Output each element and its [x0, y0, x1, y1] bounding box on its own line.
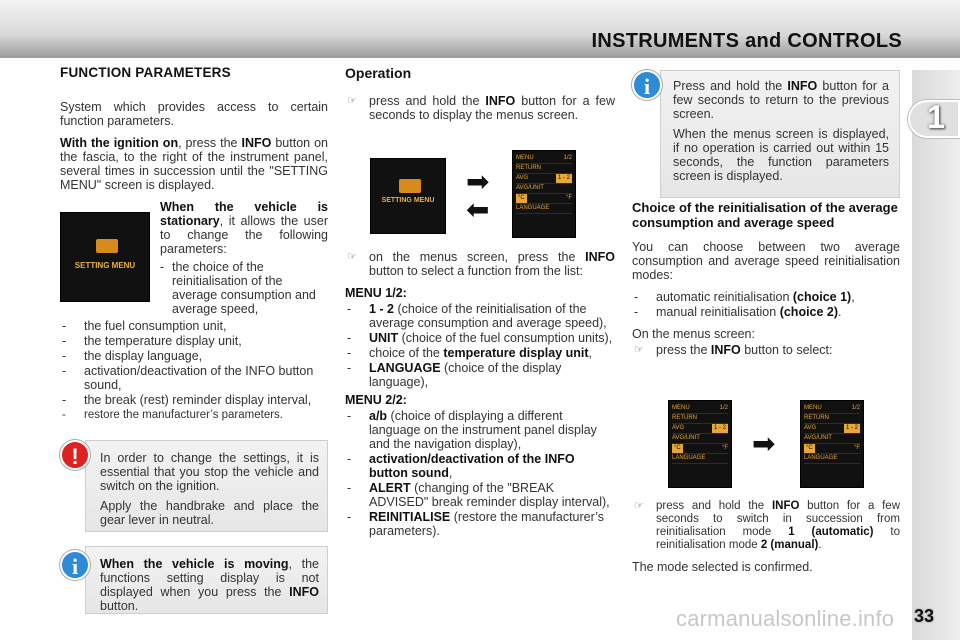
menu-row	[672, 414, 728, 424]
list-item	[632, 305, 900, 319]
toolbox-icon	[399, 179, 421, 193]
step-press-info	[632, 343, 900, 357]
menu-row-value: 1 - 2	[713, 425, 726, 431]
menu-row	[804, 454, 860, 464]
menu-row-value: °F	[721, 445, 728, 451]
list-item	[345, 346, 615, 360]
menu-key: 1 - 2	[369, 302, 395, 316]
menu-row	[516, 194, 572, 204]
moving-paragraph	[100, 557, 319, 613]
hand-pointer-icon: ☞	[347, 251, 357, 263]
confirmed-text: The mode selected is confirmed.	[632, 560, 813, 574]
ignition-text: button on the fascia, to the right of the instrument panel, several times in succession until the "SETTING MENU" screen is displayed.	[60, 136, 329, 192]
arrow-right-icon: ➡	[752, 428, 776, 459]
menu-row	[804, 414, 860, 424]
stationary-block	[60, 200, 328, 317]
menu-desc: ,	[448, 466, 453, 480]
mode-key: (choice 1)	[792, 290, 852, 304]
menu-screen-choice2-image	[800, 400, 864, 488]
menu1-label: MENU 1/2:	[345, 286, 407, 300]
menu-title: MENU	[672, 405, 690, 411]
intro-text: System which provides access to certain function parameters.	[60, 100, 328, 128]
list-item: - the break (rest) reminder display interval,	[60, 393, 328, 407]
menu-row-label: AVG	[804, 425, 817, 431]
step-text: button for a few seconds to display the menus screen.	[369, 94, 616, 122]
setting-menu-screen-image	[370, 158, 446, 234]
menu-row	[804, 424, 860, 434]
mode-end: ,	[851, 290, 855, 304]
menu-key: LANGUAGE	[369, 361, 441, 375]
list-item	[632, 290, 900, 304]
mode-key: 2 (manual)	[760, 539, 819, 551]
moving-text: , the functions setting display is not displayed when you press the	[100, 557, 319, 599]
menu-desc: (choice of displaying a different language on the instrument panel display and the navigation display),	[369, 409, 597, 451]
stationary-paragraph	[160, 200, 328, 256]
info-box-moving	[85, 546, 328, 614]
heading-function-parameters: FUNCTION PARAMETERS	[60, 65, 231, 80]
warning-text: In order to change the settings, it is essential that you stop the vehicle and switch on the ignition.	[100, 451, 319, 493]
heading-reinitialisation: Choice of the reinitialisation of the average consumption and average speed	[632, 200, 898, 230]
menu-desc: (changing of the "BREAK ADVISED" break reminder display interval),	[369, 481, 610, 509]
menu-key: UNIT	[369, 331, 399, 345]
setting-menu-label: SETTING MENU	[74, 261, 136, 270]
step-text: button for a few seconds to switch in succession from reinitialisation mode	[656, 500, 900, 538]
menu-key: REINITIALISE	[369, 510, 451, 524]
menu-row	[804, 434, 860, 444]
info-box-return	[660, 70, 900, 198]
params-list	[60, 319, 328, 422]
menu-row	[516, 164, 572, 174]
step-text: press the	[656, 343, 711, 357]
list-item	[345, 481, 615, 509]
setting-menu-screen-image	[60, 212, 150, 302]
menu-key: temperature display unit	[443, 346, 589, 360]
ignition-text: , press the	[178, 136, 242, 150]
ignition-bold: With the ignition on	[60, 136, 179, 150]
mode-key: (choice 2)	[779, 305, 839, 319]
moving-bold: When the vehicle is moving	[100, 557, 289, 571]
menu2-list	[345, 409, 615, 538]
menu2-label: MENU 2/2:	[345, 393, 407, 407]
menu-row-value: 1 - 2	[557, 175, 570, 181]
step-select-function	[345, 250, 615, 278]
setting-menu-label: SETTING MENU	[381, 197, 435, 204]
menu-row-label: AVG/UNIT	[804, 435, 832, 441]
warning-box	[85, 440, 328, 532]
list-item	[345, 302, 615, 330]
page-header	[0, 0, 960, 58]
menu-screen-choice1-image	[668, 400, 732, 488]
info-keyword: INFO	[241, 136, 272, 150]
column-operation	[345, 66, 615, 130]
menu-title-row	[516, 154, 572, 164]
page-number: 33	[914, 606, 935, 626]
mode-text: manual reinitialisation	[656, 305, 780, 319]
warning-text: Apply the handbrake and place the gear lever in neutral.	[100, 499, 319, 527]
return-text: Press and hold the	[673, 79, 788, 93]
stationary-bold: When the vehicle is stationary	[160, 200, 328, 228]
warning-icon: !	[60, 440, 90, 470]
return-paragraph	[673, 79, 889, 121]
modes-list	[632, 290, 900, 319]
stationary-desc: , it allows the user to change the following parameters:	[160, 214, 328, 256]
info-keyword: INFO	[710, 343, 741, 357]
ignition-paragraph	[60, 136, 328, 192]
info-icon: i	[632, 70, 662, 100]
menu-row	[516, 174, 572, 184]
reinit-intro: You can choose between two average consumption and average speed reinitialisation modes:	[632, 240, 900, 282]
menu-desc: (choice of the reinitialisation of the average consumption and average speed),	[369, 302, 607, 330]
list-item: - the temperature display unit,	[60, 334, 328, 348]
list-item: - the fuel consumption unit,	[60, 319, 328, 333]
menu-row-label: RETURN	[672, 415, 697, 421]
menu-desc: (choice of the fuel consumption units),	[398, 331, 613, 345]
menu-title: MENU	[804, 405, 822, 411]
menu-desc: (restore the manufacturer’s parameters).	[369, 510, 605, 538]
menu-row-label: °C	[806, 445, 813, 451]
menu-row-label: AVG	[516, 175, 529, 181]
hand-pointer-icon: ☞	[634, 344, 644, 356]
step-text: to reinitialisation mode	[656, 526, 900, 551]
menu-row-label: LANGUAGE	[672, 455, 706, 461]
menu-row-label: RETURN	[804, 415, 829, 421]
menu-row	[672, 444, 728, 454]
return-text: button for a few seconds to return to the previous screen.	[673, 79, 889, 121]
list-item: - the choice of the reinitialisation of the average consumption and average speed,	[160, 260, 328, 316]
hand-pointer-icon: ☞	[634, 500, 644, 512]
on-menus-text: On the menus screen:	[632, 327, 755, 341]
menu-key: activation/deactivation of the INFO button sound	[369, 452, 575, 480]
heading-operation: Operation	[345, 65, 412, 81]
step-hold-info	[345, 94, 615, 122]
menu1-list	[345, 302, 615, 389]
arrow-right-icon: ➡	[466, 166, 490, 197]
menu-title: MENU	[516, 155, 534, 161]
info-keyword: INFO	[771, 500, 800, 512]
watermark: carmanualsonline.info	[676, 606, 895, 631]
column-operation-cont	[345, 250, 615, 539]
menu-row-label: °C	[674, 445, 681, 451]
arrow-left-icon: ⬅	[466, 194, 490, 225]
menu-row-value: 1 - 2	[845, 425, 858, 431]
column-reinitialisation	[632, 200, 900, 365]
menu-row-label: AVG/UNIT	[516, 185, 544, 191]
list-item	[345, 510, 615, 538]
step-text: button to select a function from the list:	[369, 264, 584, 278]
toolbox-icon	[96, 239, 118, 253]
mode-text: automatic reinitialisation	[656, 290, 793, 304]
menu-row-label: LANGUAGE	[516, 205, 550, 211]
step-text: on the menus screen, press the	[369, 250, 586, 264]
menu-page: 1/2	[563, 155, 572, 161]
menu-title-row	[804, 404, 860, 414]
timeout-text: When the menus screen is displayed, if no operation is carried out within 15 seconds, the function parameters screen is displayed.	[673, 127, 889, 183]
menu-row-value: °F	[853, 445, 860, 451]
info-icon: i	[60, 550, 90, 580]
menu-desc: choice of the	[369, 346, 444, 360]
step-text: .	[818, 539, 822, 551]
list-item	[345, 361, 615, 389]
info-keyword: INFO	[485, 94, 516, 108]
info-keyword: INFO	[585, 250, 615, 264]
menu-row-label: AVG/UNIT	[672, 435, 700, 441]
step-text: press and hold the	[656, 500, 772, 512]
hand-pointer-icon: ☞	[347, 95, 357, 107]
list-item: - the display language,	[60, 349, 328, 363]
menu-row-label: AVG	[672, 425, 685, 431]
menu-row-label: RETURN	[516, 165, 541, 171]
menu-desc: (choice of the display language),	[369, 361, 562, 389]
menu-row	[672, 424, 728, 434]
mode-end: .	[838, 305, 842, 319]
step-hold-switch	[632, 500, 900, 552]
menu-row	[672, 434, 728, 444]
menu-key: ALERT	[369, 481, 411, 495]
chapter-number: 1	[927, 99, 945, 135]
step-text: button to select:	[740, 343, 833, 357]
menu-key: a/b	[369, 409, 388, 423]
menu-page: 1/2	[851, 405, 860, 411]
menu-title-row	[672, 404, 728, 414]
list-item: - restore the manufacturer’s parameters.	[60, 408, 328, 422]
list-item: - activation/deactivation of the INFO button sound,	[60, 364, 328, 392]
moving-text: button.	[100, 599, 139, 613]
menu-row-label: LANGUAGE	[804, 455, 838, 461]
menu-row	[516, 184, 572, 194]
menu-desc: ,	[588, 346, 593, 360]
column-function-parameters	[60, 66, 328, 423]
mode-key: 1 (automatic)	[788, 526, 874, 538]
menu-row	[804, 444, 860, 454]
step-text: press and hold the	[369, 94, 486, 108]
menu-row-value: °F	[565, 195, 572, 201]
menu-screen-image	[512, 150, 576, 238]
list-item	[345, 331, 615, 345]
stationary-text	[160, 200, 328, 317]
info-keyword: INFO	[289, 585, 319, 599]
list-item	[345, 409, 615, 451]
list-item	[345, 452, 615, 480]
menu-row	[672, 454, 728, 464]
side-band	[912, 70, 960, 640]
params-sub-list	[160, 260, 328, 316]
menu-page: 1/2	[719, 405, 728, 411]
menu-row	[516, 204, 572, 214]
menu-row-label: °C	[518, 195, 525, 201]
column-reinitialisation-cont	[632, 500, 900, 582]
info-keyword: INFO	[787, 79, 818, 93]
section-title: INSTRUMENTS and CONTROLS	[591, 30, 902, 52]
